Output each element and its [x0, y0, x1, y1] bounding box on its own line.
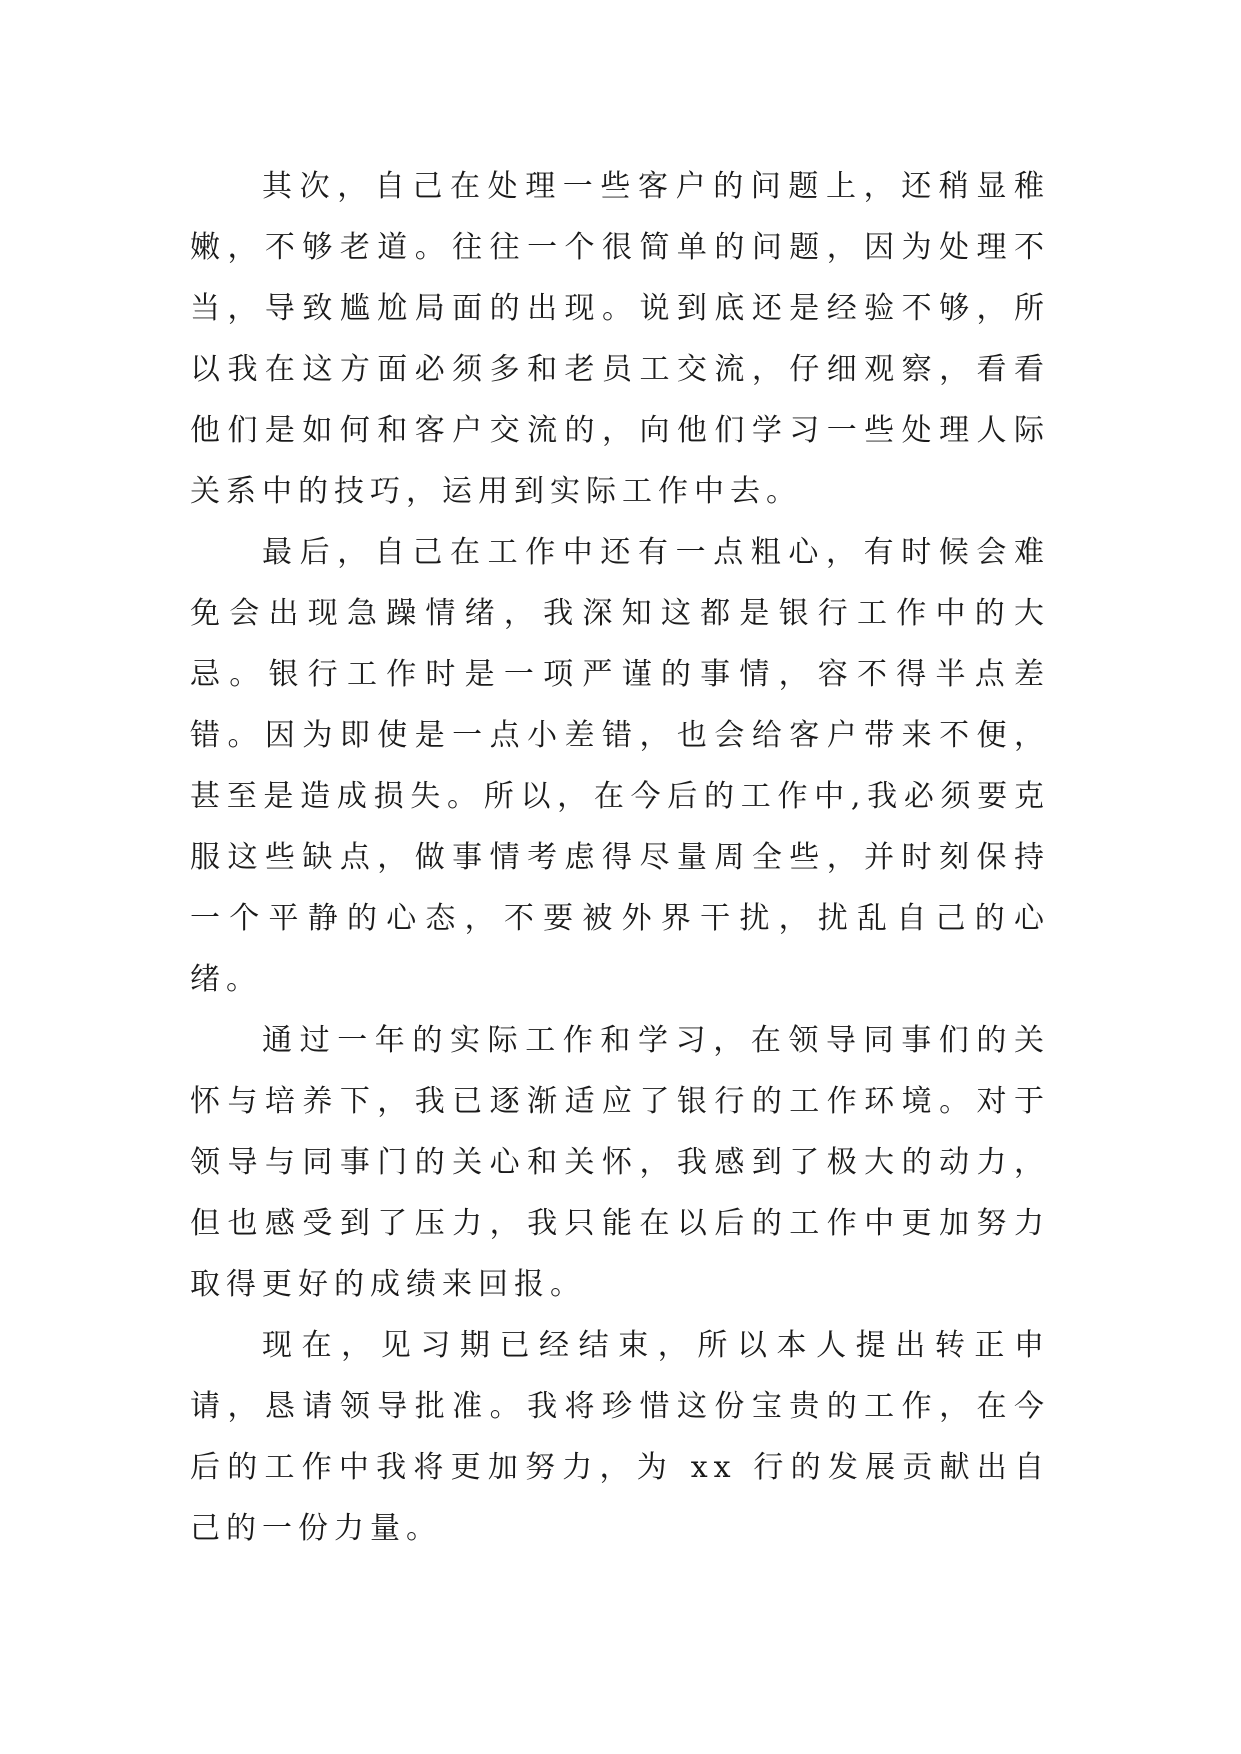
paragraph-2: 最后，自己在工作中还有一点粗心，有时候会难免会出现急躁情绪，我深知这都是银行工作中的大忌。银行工作时是一项严谨的事情，容不得半点差错。因为即使是一点小差错，也会给客户带来不便，甚至是造成损失。所以，在今后的工作中,我必须要克服这些缺点，做事情考虑得尽量周全些，并时刻保持一个平静的心态，不要被外界干扰，扰乱自己的心绪。	[190, 535, 1050, 997]
paragraph-4: 现在，见习期已经结束，所以本人提出转正申请，恳请领导批准。我将珍惜这份宝贵的工作，在今后的工作中我将更加努力，为 xx 行的发展贡献出自己的一份力量。	[190, 1328, 1050, 1546]
document-body	[190, 156, 1050, 1559]
paragraph-3: 通过一年的实际工作和学习，在领导同事们的关怀与培养下，我已逐渐适应了银行的工作环境。对于领导与同事门的关心和关怀，我感到了极大的动力，但也感受到了压力，我只能在以后的工作中更加努力取得更好的成绩来回报。	[190, 1023, 1050, 1302]
paragraph-1: 其次，自己在处理一些客户的问题上，还稍显稚嫩，不够老道。往往一个很简单的问题，因为处理不当，导致尴尬局面的出现。说到底还是经验不够，所以我在这方面必须多和老员工交流，仔细观察，看看他们是如何和客户交流的，向他们学习一些处理人际关系中的技巧，运用到实际工作中去。	[190, 169, 1050, 509]
